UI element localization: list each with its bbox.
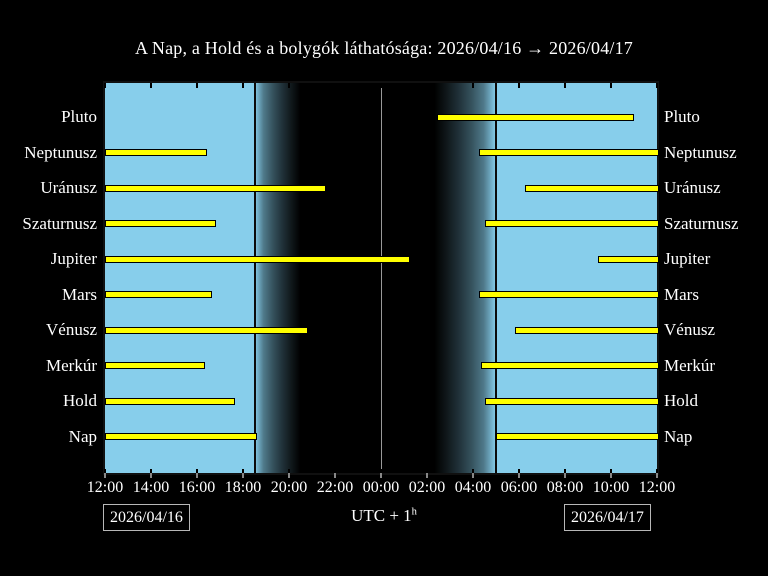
visibility-bar-vénusz <box>105 327 308 334</box>
x-tick-label: 04:00 <box>454 479 492 496</box>
x-tick-label: 14:00 <box>132 479 170 496</box>
x-tick-label: 18:00 <box>224 479 262 496</box>
x-tick-label: 08:00 <box>546 479 584 496</box>
axis-tick-top <box>334 83 336 88</box>
row-label-left-neptunusz: Neptunusz <box>24 142 97 162</box>
axis-tick-bottom-outer <box>564 473 566 478</box>
axis-tick-top <box>104 83 106 88</box>
axis-tick-top <box>518 83 520 88</box>
visibility-bar-merkúr <box>105 362 205 369</box>
row-label-right-hold: Hold <box>664 391 698 410</box>
axis-tick-bottom-outer <box>656 473 658 478</box>
row-label-left-hold: Hold <box>63 391 97 410</box>
row-label-right-pluto: Pluto <box>664 107 700 126</box>
x-tick-label: 06:00 <box>500 479 538 496</box>
row-label-left-szaturnusz: Szaturnusz <box>22 213 97 233</box>
row-label-right-nap: Nap <box>664 426 693 446</box>
axis-tick-bottom-outer <box>380 473 382 478</box>
visibility-bar-neptunusz <box>105 149 207 156</box>
x-tick-label: 20:00 <box>270 479 308 496</box>
row-label-right-vénusz: Vénusz <box>664 320 715 339</box>
axis-tick-top <box>380 83 382 88</box>
row-label-left-vénusz: Vénusz <box>46 320 97 339</box>
axis-tick-bottom-outer <box>196 473 198 478</box>
visibility-bar-merkúr <box>481 362 659 369</box>
visibility-bar-vénusz <box>515 327 659 334</box>
row-label-right-neptunusz: Neptunusz <box>664 142 737 162</box>
axis-tick-bottom-outer <box>334 473 336 478</box>
axis-tick-top <box>564 83 566 88</box>
visibility-bar-uránusz <box>525 185 659 192</box>
row-label-right-szaturnusz: Szaturnusz <box>664 213 739 233</box>
axis-tick-bottom-outer <box>518 473 520 478</box>
row-label-left-uránusz: Uránusz <box>40 178 97 197</box>
visibility-bar-jupiter <box>105 256 410 263</box>
visibility-bar-nap <box>105 433 257 440</box>
axis-tick-top <box>196 83 198 88</box>
visibility-bar-neptunusz <box>479 149 659 156</box>
row-label-left-mars: Mars <box>62 284 97 304</box>
axis-tick-top <box>242 83 244 88</box>
visibility-bar-hold <box>105 398 235 405</box>
row-label-right-merkúr: Merkúr <box>664 355 715 375</box>
row-label-left-jupiter: Jupiter <box>50 249 97 268</box>
axis-tick-bottom-outer <box>104 473 106 478</box>
axis-tick-bottom-outer <box>610 473 612 478</box>
row-label-left-pluto: Pluto <box>61 107 97 126</box>
visibility-bar-mars <box>479 291 659 298</box>
sunset-boundary-line <box>254 83 256 473</box>
x-tick-label: 00:00 <box>362 479 400 496</box>
x-tick-label: 22:00 <box>316 479 354 496</box>
x-tick-label: 10:00 <box>592 479 630 496</box>
row-label-right-mars: Mars <box>664 284 699 304</box>
visibility-bar-uránusz <box>105 185 326 192</box>
visibility-bar-pluto <box>437 114 635 121</box>
x-tick-label: 16:00 <box>178 479 216 496</box>
date-box-end: 2026/04/17 <box>564 504 651 531</box>
axis-tick-top <box>472 83 474 88</box>
plot-area <box>105 83 657 473</box>
timezone-text: UTC + 1 <box>351 506 412 525</box>
sunrise-boundary-line <box>495 83 497 473</box>
axis-tick-bottom-outer <box>472 473 474 478</box>
row-label-left-merkúr: Merkúr <box>46 355 97 375</box>
axis-tick-bottom-outer <box>242 473 244 478</box>
row-label-right-uránusz: Uránusz <box>664 178 721 197</box>
visibility-bar-nap <box>496 433 659 440</box>
axis-tick-top <box>656 83 658 88</box>
visibility-bar-mars <box>105 291 212 298</box>
date-box-start: 2026/04/16 <box>103 504 190 531</box>
row-label-right-jupiter: Jupiter <box>664 249 711 268</box>
x-tick-label: 12:00 <box>86 479 124 496</box>
visibility-bar-szaturnusz <box>485 220 660 227</box>
row-label-left-nap: Nap <box>68 426 97 446</box>
visibility-bar-szaturnusz <box>105 220 216 227</box>
midnight-gridline <box>381 83 382 473</box>
axis-tick-bottom-outer <box>288 473 290 478</box>
visibility-bar-hold <box>485 398 660 405</box>
axis-tick-top <box>288 83 290 88</box>
axis-tick-top <box>426 83 428 88</box>
axis-tick-bottom-outer <box>150 473 152 478</box>
x-tick-label: 12:00 <box>638 479 676 496</box>
visibility-bar-jupiter <box>598 256 659 263</box>
axis-tick-top <box>150 83 152 88</box>
axis-tick-bottom-outer <box>426 473 428 478</box>
chart-title: A Nap, a Hold és a bolygók láthatósága: 2026/04/16 → 2026/04/17 <box>134 38 634 58</box>
axis-tick-top <box>610 83 612 88</box>
x-tick-label: 02:00 <box>408 479 446 496</box>
timezone-superscript: h <box>411 506 417 518</box>
